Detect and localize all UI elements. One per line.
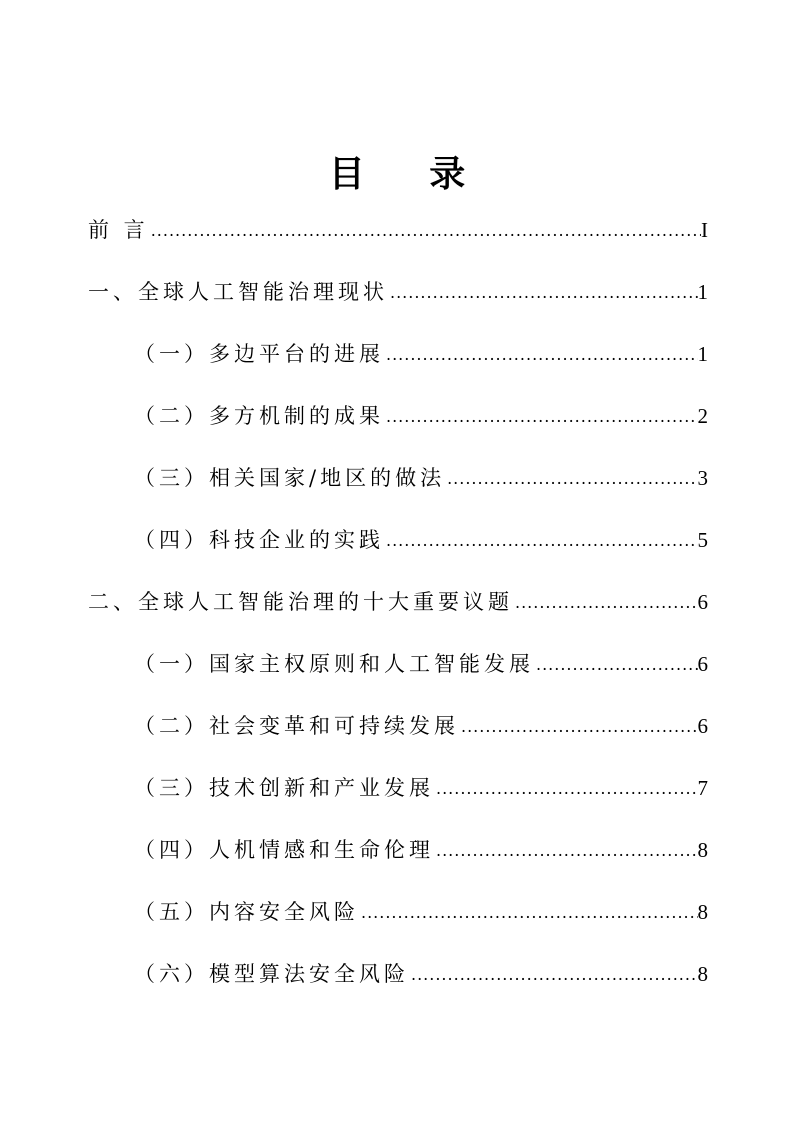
toc-dot-leader [359,902,698,924]
toc-dot-leader [384,344,698,366]
toc-entry-section-1-3[interactable] [134,456,708,492]
toc-entry-section-1-4[interactable] [134,518,708,554]
toc-dot-leader [434,778,698,800]
toc-dot-leader [388,282,698,304]
toc-entry-title: 二、全球人工智能治理的十大重要议题 [88,590,513,614]
toc-page-number: 8 [697,900,708,924]
toc-dot-leader [149,220,701,242]
toc-entry-title: （六）模型算法安全风险 [134,962,409,986]
toc-page-number: 2 [697,404,708,428]
toc-dot-leader [459,716,698,738]
toc-dot-leader [384,530,698,552]
toc-page-number: 6 [697,714,708,738]
toc-page-number: I [701,218,708,242]
page-title: 目 录 [328,153,492,195]
toc-entry-section-2-1[interactable] [134,642,708,678]
toc-entry-title: （一）多边平台的进展 [134,342,384,366]
toc-entry-title: （四）人机情感和生命伦理 [134,838,434,862]
toc-page-number: 1 [697,342,708,366]
toc-entry-section-1-2[interactable] [134,394,708,430]
toc-entry-title: （五）内容安全风险 [134,900,359,924]
toc-page-number: 6 [697,590,708,614]
toc-entry-section-2-3[interactable] [134,766,708,802]
toc-page-number: 3 [697,466,708,490]
toc-entry-title: （一）国家主权原则和人工智能发展 [134,652,534,676]
toc-entry-section-2-6[interactable] [134,952,708,988]
toc-page-number: 7 [697,776,708,800]
toc-dot-leader [384,406,698,428]
toc-page-number: 6 [697,652,708,676]
toc-dot-leader [445,468,697,490]
toc-entry-title: 前 言 [88,218,149,242]
toc-entry-section-2[interactable] [88,580,708,616]
toc-dot-leader [513,592,698,614]
toc-entry-title: （四）科技企业的实践 [134,528,384,552]
toc-page-number: 5 [697,528,708,552]
toc-dot-leader [434,840,698,862]
toc-entry-section-2-2[interactable] [134,704,708,740]
toc-entry-title: （二）多方机制的成果 [134,404,384,428]
toc-entry-section-2-4[interactable] [134,828,708,864]
toc-page-number: 8 [697,838,708,862]
toc-entry-section-2-5[interactable] [134,890,708,926]
toc-entry-section-1[interactable] [88,270,708,306]
toc-entry-preface[interactable] [88,208,708,244]
toc-page-number: 8 [697,962,708,986]
toc-page-number: 1 [697,280,708,304]
toc-dot-leader [409,964,698,986]
toc-entry-title: （三）相关国家/地区的做法 [134,466,446,490]
toc-entry-title: （三）技术创新和产业发展 [134,776,434,800]
toc-dot-leader [534,654,698,676]
toc-entry-title: （二）社会变革和可持续发展 [134,714,459,738]
toc-entry-title: 一、全球人工智能治理现状 [88,280,388,304]
toc-entry-section-1-1[interactable] [134,332,708,368]
